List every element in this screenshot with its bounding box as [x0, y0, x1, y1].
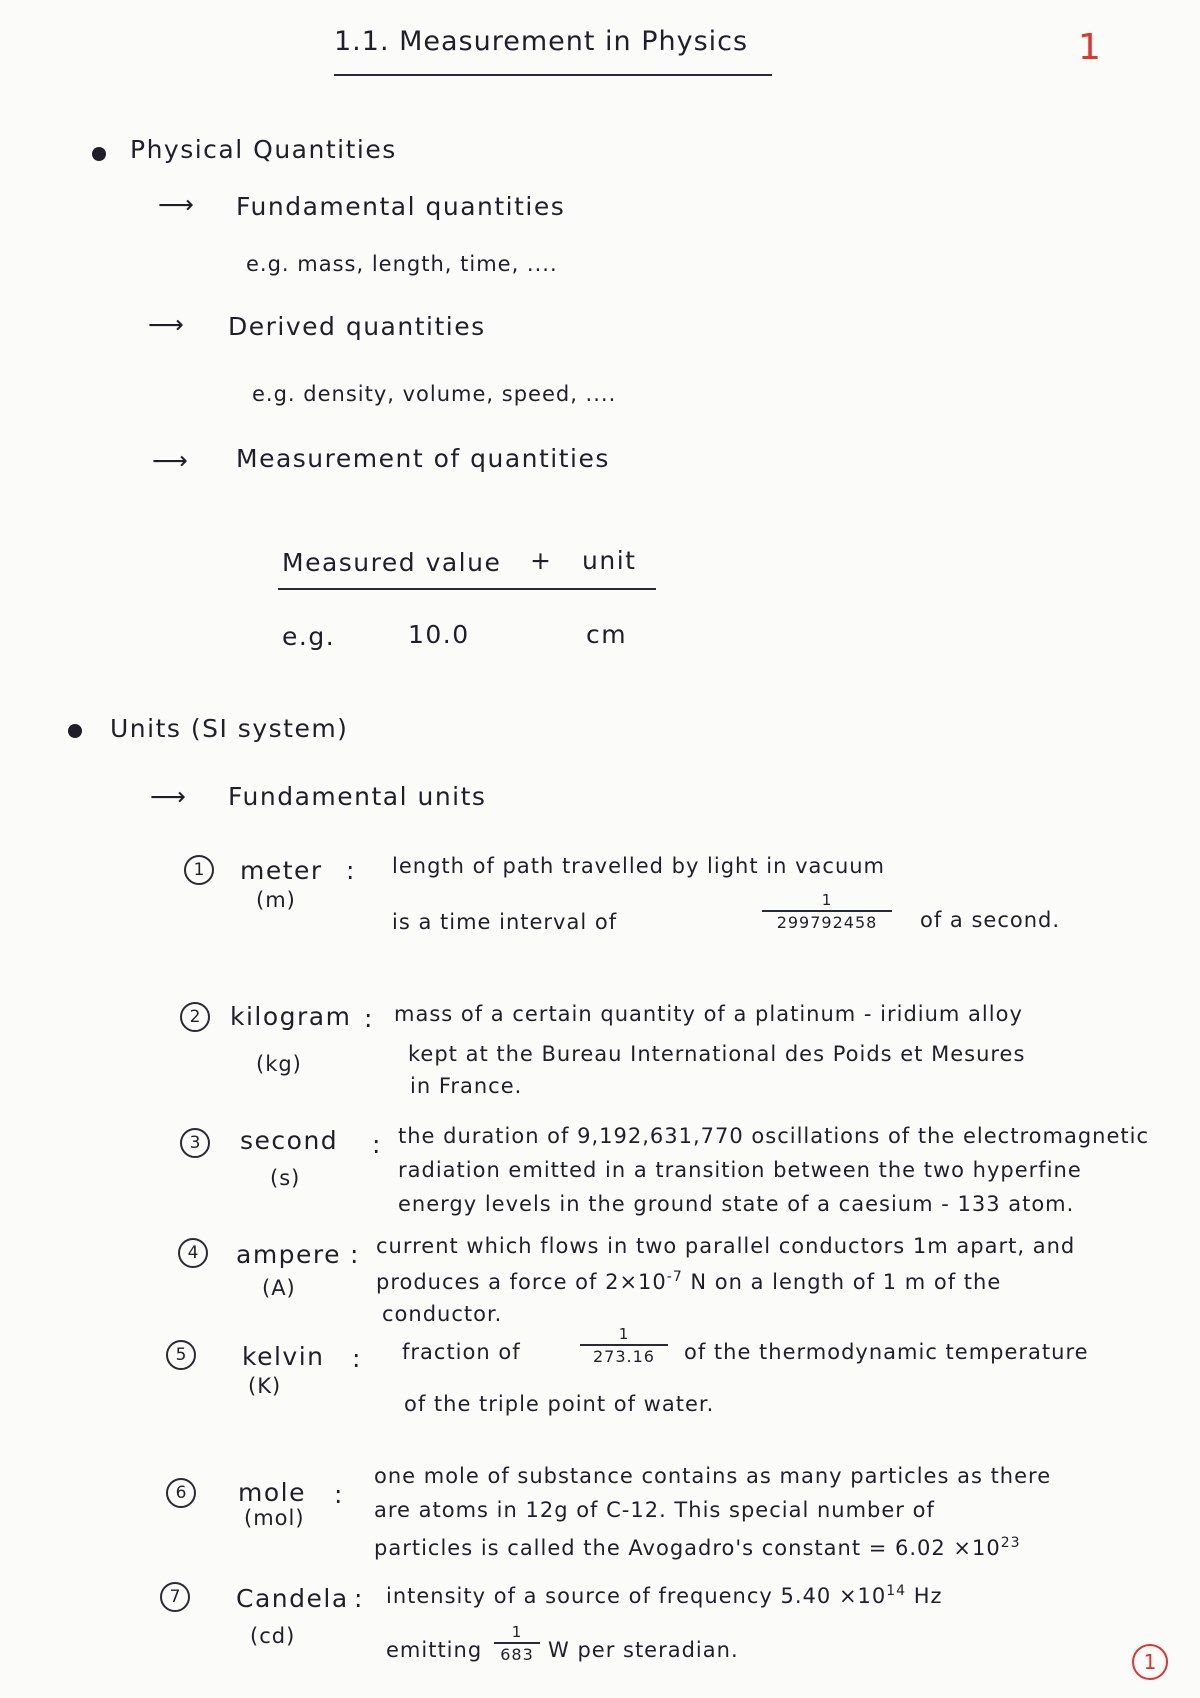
number-badge: 4	[178, 1238, 208, 1268]
measured-value-header: Measured value	[282, 548, 502, 577]
derived-quantities: Derived quantities	[228, 312, 486, 341]
fundamental-units: Fundamental units	[228, 782, 487, 811]
definition-line-with-exponent: intensity of a source of frequency $5.40 \times 10^{14}$ Hz	[386, 1583, 943, 1608]
circled-page-number: 1	[1132, 1644, 1168, 1680]
number-badge: 2	[180, 1002, 210, 1032]
definition-line: of the thermodynamic temperature	[684, 1340, 1089, 1364]
unit-symbol: (m)	[256, 888, 296, 912]
arrow-icon: ⟶	[148, 310, 186, 339]
example-value: 10.0	[408, 620, 470, 649]
unit-symbol: (K)	[248, 1374, 282, 1398]
fraction-bar	[580, 1344, 668, 1346]
title-underline	[334, 74, 772, 76]
unit-symbol: (mol)	[244, 1506, 305, 1530]
page-number: 1	[1078, 27, 1103, 68]
definition-line: current which flows in two parallel conductors 1m apart, and	[376, 1234, 1076, 1258]
fraction-bar	[762, 910, 892, 912]
derived-example: e.g. density, volume, speed, ....	[252, 382, 617, 406]
bullet-icon	[92, 147, 106, 161]
unit-name: Candela	[236, 1584, 349, 1613]
definition-line: of a second.	[920, 908, 1061, 932]
definition-line: W per steradian.	[548, 1638, 739, 1662]
definition-line: radiation emitted in a transition between the two hyperfine	[398, 1158, 1082, 1182]
separator: :	[352, 1344, 362, 1373]
separator: :	[334, 1480, 344, 1509]
fundamental-example: e.g. mass, length, time, ....	[246, 252, 558, 276]
fraction-numerator: 1	[511, 1623, 523, 1641]
unit-name: kilogram	[230, 1002, 352, 1031]
definition-line: are atoms in 12g of C-12. This special number of	[374, 1498, 935, 1522]
fraction	[762, 892, 892, 932]
separator: :	[354, 1584, 364, 1613]
page-title: 1.1. Measurement in Physics	[334, 26, 749, 57]
number-badge: 6	[166, 1478, 196, 1508]
unit-symbol: (cd)	[250, 1624, 296, 1648]
definition-line: is a time interval of	[392, 910, 618, 934]
unit-symbol: (s)	[270, 1166, 301, 1190]
fraction	[494, 1624, 540, 1664]
arrow-icon: ⟶	[158, 190, 196, 219]
separator: :	[350, 1240, 360, 1269]
fraction-denominator: 299792458	[776, 913, 878, 932]
separator: :	[372, 1130, 382, 1159]
unit-name: kelvin	[242, 1342, 325, 1371]
plus-sign: +	[530, 546, 553, 575]
definition-line: kept at the Bureau International des Poids et Mesures	[408, 1042, 1026, 1066]
number-badge: 5	[166, 1340, 196, 1370]
fraction-denominator: 683	[500, 1645, 534, 1664]
unit-name: meter	[240, 856, 323, 885]
bullet-icon	[68, 724, 82, 738]
unit-name: mole	[238, 1478, 306, 1507]
section-heading-units: Units (SI system)	[110, 714, 349, 743]
definition-line: length of path travelled by light in vacuum	[392, 854, 886, 878]
unit-symbol: (A)	[262, 1276, 296, 1300]
definition-line-with-exponent: particles is called the Avogadro's constant = $6.02 \times 10^{23}$	[374, 1535, 1021, 1560]
table-rule	[278, 588, 656, 590]
definition-line: in France.	[410, 1074, 523, 1098]
number-badge: 1	[184, 855, 214, 885]
number-badge: 7	[160, 1582, 190, 1612]
fraction-bar	[494, 1642, 540, 1644]
example-unit: cm	[586, 620, 628, 649]
definition-line: energy levels in the ground state of a caesium - 133 atom.	[398, 1192, 1075, 1216]
arrow-icon: ⟶	[152, 446, 190, 475]
definition-line: one mole of substance contains as many particles as there	[374, 1464, 1052, 1488]
fraction	[580, 1326, 668, 1366]
fundamental-quantities: Fundamental quantities	[236, 192, 566, 221]
definition-line: the duration of 9,192,631,770 oscillations of the electromagnetic	[398, 1124, 1149, 1148]
unit-name: ampere	[236, 1240, 342, 1269]
measurement-of-quantities: Measurement of quantities	[236, 444, 610, 473]
definition-line: conductor.	[382, 1302, 503, 1326]
separator: :	[346, 856, 356, 885]
number-badge: 3	[180, 1128, 210, 1158]
fraction-denominator: 273.16	[593, 1347, 655, 1366]
unit-name: second	[240, 1126, 339, 1155]
section-heading-physical-quantities: Physical Quantities	[130, 135, 397, 164]
fraction-numerator: 1	[821, 891, 833, 909]
unit-header: unit	[582, 546, 637, 575]
separator: :	[364, 1004, 374, 1033]
definition-line-with-exponent: produces a force of $2\times 10^{-7}$ N on a length of 1 m of the	[376, 1269, 1002, 1294]
definition-line: emitting	[386, 1638, 483, 1662]
fraction-numerator: 1	[618, 1325, 630, 1343]
arrow-icon: ⟶	[150, 782, 188, 811]
unit-symbol: (kg)	[256, 1052, 302, 1076]
definition-line: fraction of	[402, 1340, 521, 1364]
definition-line: mass of a certain quantity of a platinum - iridium alloy	[394, 1002, 1023, 1026]
example-label: e.g.	[282, 622, 336, 651]
definition-line: of the triple point of water.	[404, 1392, 715, 1416]
